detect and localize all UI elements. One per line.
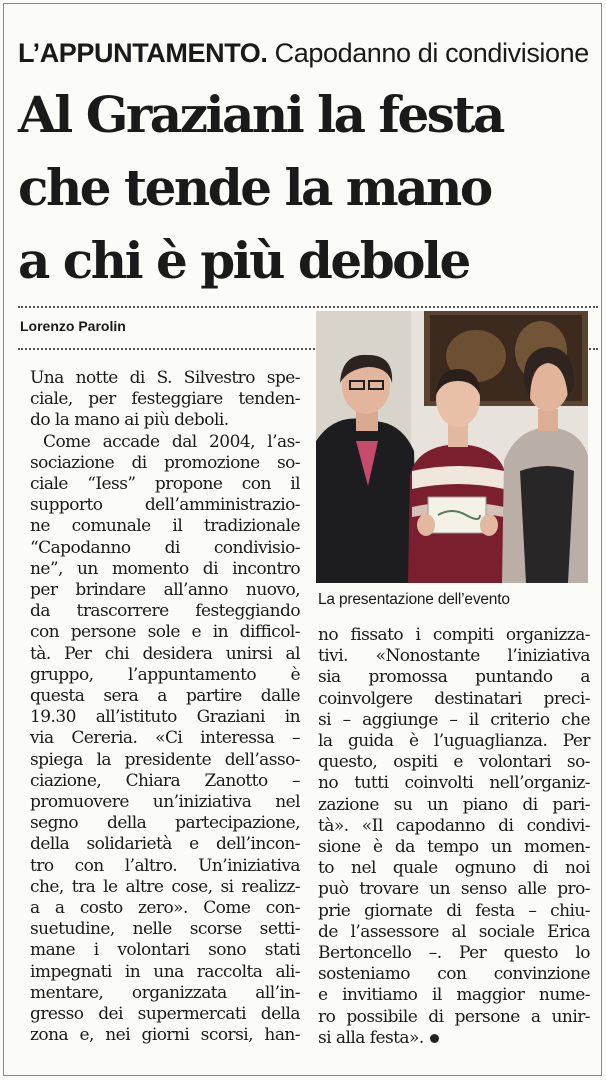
text-line: ne comunale il tradizionale [30, 516, 300, 537]
event-photo-illustration [316, 311, 588, 583]
text-line: si – aggiunge – il criterio che [318, 709, 590, 730]
text-line: coinvolgere destinatari preci- [318, 688, 590, 709]
text-line: zazione su un piano di pari- [318, 794, 590, 815]
text-line: to nel quale ognuno di noi [318, 858, 590, 879]
text-line: gruppo, l’appuntamento è [30, 664, 300, 685]
text-line: gresso dei supermercati della [30, 1004, 300, 1025]
text-line: zona e, nei giorni scorsi, han- [30, 1025, 300, 1046]
final-text: si alla festa». [318, 1027, 424, 1048]
kicker-section: L’APPUNTAMENTO. [18, 38, 268, 68]
text-line: no tutti coinvolti nell’organiz- [318, 773, 590, 794]
text-line: promuovere un’iniziativa nel [30, 792, 300, 813]
text-line: sia promossa puntando a [318, 667, 590, 688]
text-line: supporto dell’amministrazio- [30, 495, 300, 516]
text-line: tà». «Il capodanno di condivi- [318, 815, 590, 836]
text-line: tivi. «Nonostante l’iniziativa [318, 646, 590, 667]
headline-line: che tende la mano [18, 158, 491, 217]
text-line: da trascorrere festeggiando [30, 601, 300, 622]
byline-rule-top [18, 306, 598, 308]
photo-caption: La presentazione dell’evento [318, 591, 510, 608]
text-line: suetudine, nelle scorse setti- [30, 919, 300, 940]
text-line: mentare, organizzata all’in- [30, 982, 300, 1003]
kicker-topic: Capodanno di condivisione [274, 38, 589, 68]
text-line: via Cereria. «Ci interessa – [30, 728, 300, 749]
text-line: può trovare un senso alle pro- [318, 879, 590, 900]
text-line: tà. Per chi desidera unirsi al [30, 643, 300, 664]
text-line: tro con l’altro. Un’iniziativa [30, 855, 300, 876]
kicker [18, 38, 596, 68]
text-line: 19.30 all’istituto Graziani in [30, 707, 300, 728]
text-line: no fissato i compiti organizza- [318, 625, 590, 645]
text-line: e invitiamo il maggior nume- [318, 985, 590, 1006]
text-line: con persone sole e in difficol- [30, 622, 300, 643]
text-line: mane i volontari sono stati [30, 940, 300, 961]
article-column-2 [318, 625, 590, 1049]
text-line: “Capodanno di condivisio- [30, 537, 300, 558]
text-line: sociazione di promozione so- [30, 452, 300, 473]
text-line: do la mano ai più deboli. [30, 410, 229, 431]
text-line: ciale “Iess” propone con il [30, 474, 300, 495]
text-line: Come accade dal 2004, l’as- [43, 431, 300, 452]
text-line: de l’assessore al sociale Erica [318, 921, 590, 942]
text-line: ne”, un momento di incontro [30, 558, 300, 579]
headline [18, 78, 598, 297]
text-line: spiega la presidente dell’asso- [30, 749, 300, 770]
article-column-1 [30, 368, 300, 1047]
text-line: sosteniamo con convinzione [318, 964, 590, 985]
text-line: sione è da tempo un momen- [318, 837, 590, 858]
text-line: ro possibile di persone a unir- [318, 1006, 590, 1027]
text-line: a a costo zero». Come con- [30, 898, 300, 919]
text-line: segno della partecipazione, [30, 813, 300, 834]
text-line: impegnati in una raccolta ali- [30, 961, 300, 982]
text-line: Una notte di S. Silvestro spe- [30, 368, 300, 388]
text-line: la guida è l’uguaglianza. Per [318, 731, 590, 752]
byline: Lorenzo Parolin [20, 318, 126, 334]
text-line: prie giornate di festa – chiu- [318, 900, 590, 921]
event-photo [316, 311, 588, 583]
end-of-article-icon [430, 1034, 439, 1043]
text-line: per brindare all’anno nuovo, [30, 580, 300, 601]
text-line: Bertoncello –. Per questo lo [318, 943, 590, 964]
text-line-final [318, 1028, 590, 1049]
text-line: questo, ospiti e volontari so- [318, 752, 590, 773]
text-line: questa sera a partire dalle [30, 686, 300, 707]
text-line: ciale, per festeggiare tenden- [30, 389, 300, 410]
text-line: che, tra le altre cose, si realizz- [30, 876, 300, 897]
headline-line: a chi è più debole [18, 231, 469, 290]
text-line: ciazione, Chiara Zanotto – [30, 770, 300, 791]
headline-line: Al Graziani la festa [18, 85, 503, 144]
text-line: della solidarietà e dell’incon- [30, 834, 300, 855]
